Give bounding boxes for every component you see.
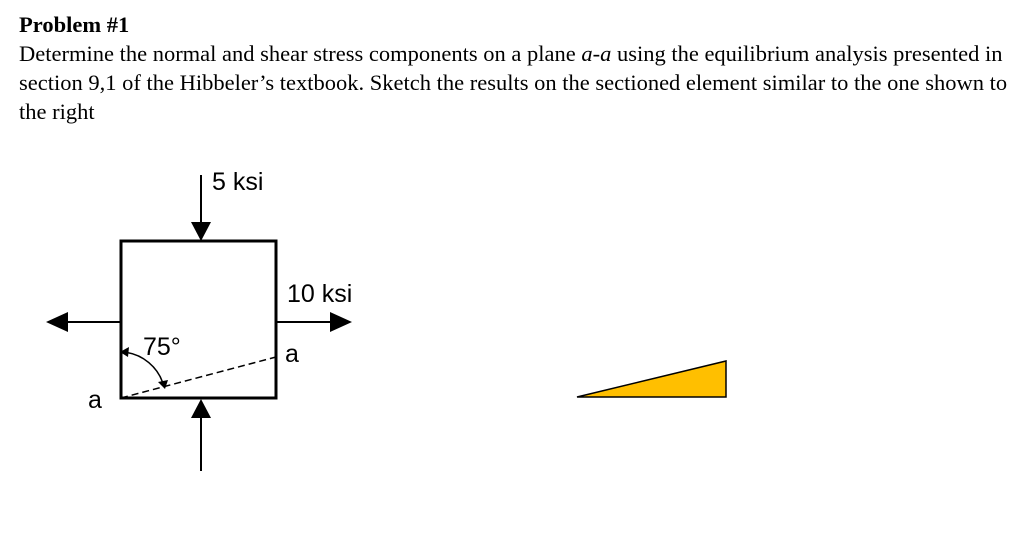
angle-label: 75° xyxy=(143,333,181,361)
plane-a-a-dashed-line xyxy=(121,357,276,398)
left-stress-arrow xyxy=(46,312,121,332)
bottom-stress-arrow xyxy=(191,399,211,471)
sectioned-element-wedge xyxy=(577,361,726,397)
stress-element-square xyxy=(121,241,276,398)
plane-label-right: a xyxy=(285,340,299,368)
vertical-stress-label: 5 ksi xyxy=(212,168,264,196)
top-stress-arrow xyxy=(191,175,211,241)
problem-title: Problem #1 xyxy=(19,12,130,37)
plane-name: a-a xyxy=(581,41,612,66)
plane-label-left: a xyxy=(88,386,102,414)
horizontal-stress-label: 10 ksi xyxy=(287,280,353,308)
statement-part-2: using the equilibrium analysis presented in section 9,1 of the Hibbeler’s textbook. Sketch the results on the sectioned element similar to the one shown to the right xyxy=(19,41,1008,124)
statement-part-1: Determine the normal and shear stress components on a plane xyxy=(19,41,582,66)
right-stress-arrow xyxy=(277,312,352,332)
